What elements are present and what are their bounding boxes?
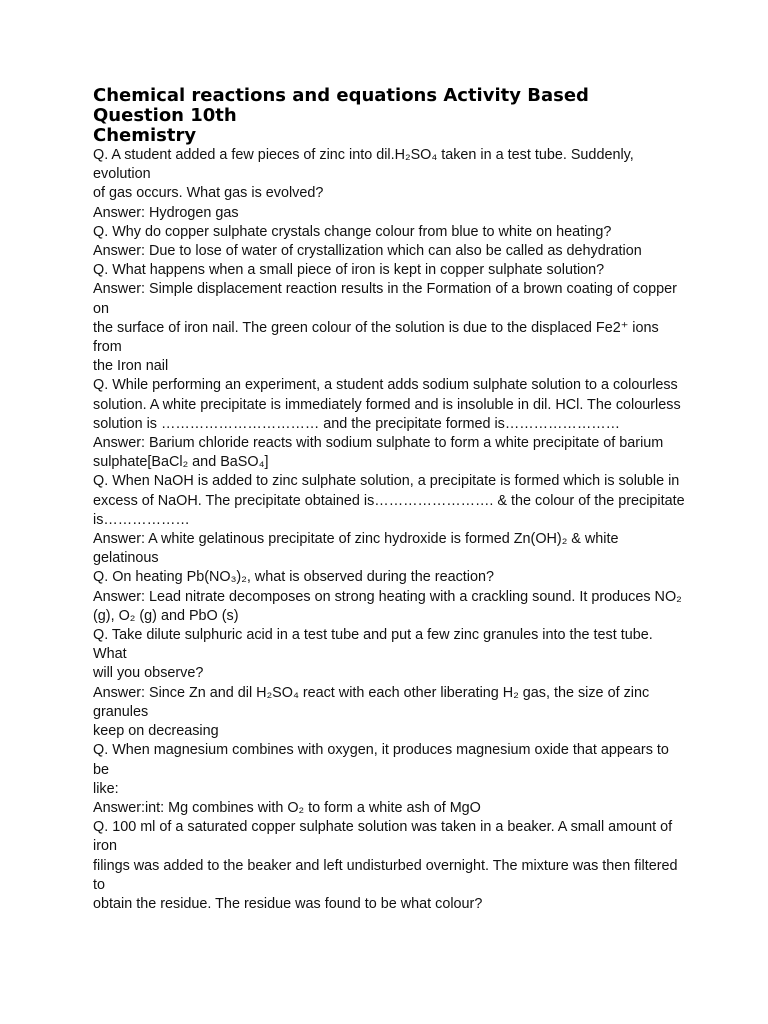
document-title: [93, 86, 683, 146]
answer-line: Answer: Since Zn and dil H₂SO₄ react with each other liberating H₂ gas, the size of zinc: [93, 684, 650, 701]
title-line: Chemical reactions and equations Activity Based: [93, 85, 589, 106]
text-line: to: [93, 876, 106, 893]
text-line: keep on decreasing: [93, 723, 219, 740]
answer-line: Answer: A white gelatinous precipitate of zinc hydroxide is formed Zn(OH)₂ & white: [93, 531, 619, 548]
question-line: Q. Take dilute sulphuric acid in a test tube and put a few zinc granules into the test tube.: [93, 627, 653, 644]
text-line: the surface of iron nail. The green colour of the solution is due to the displaced Fe2⁺ ions: [93, 319, 659, 336]
text-line: like:: [93, 780, 119, 797]
question-line: Q. When magnesium combines with oxygen, it produces magnesium oxide that appears to: [93, 742, 669, 759]
text-line: on: [93, 300, 110, 317]
document-page: [93, 86, 683, 914]
text-line: will you observe?: [93, 665, 204, 682]
text-line: is………………: [93, 511, 190, 528]
text-line: gelatinous: [93, 550, 159, 567]
answer-line: Answer:int: Mg combines with O₂ to form a white ash of MgO: [93, 799, 481, 816]
answer-line: Answer: Hydrogen gas: [93, 204, 239, 221]
question-line: Q. 100 ml of a saturated copper sulphate solution was taken in a beaker. A small amount of: [93, 819, 673, 836]
question-line: Q. While performing an experiment, a student adds sodium sulphate solution to a colourless: [93, 377, 678, 394]
text-line: solution. A white precipitate is immediately formed and is insoluble in dil. HCl. The colourless: [93, 396, 681, 413]
text-line: obtain the residue. The residue was found to be what colour?: [93, 895, 483, 912]
text-line: excess of NaOH. The precipitate obtained is……………………. & the colour of the precipitate: [93, 492, 685, 509]
text-line: be: [93, 761, 110, 778]
answer-line: Answer: Simple displacement reaction results in the Formation of a brown coating of copper: [93, 281, 677, 298]
answer-line: Answer: Barium chloride reacts with sodium sulphate to form a white precipitate of barium: [93, 435, 664, 452]
question-line: Q. On heating Pb(NO₃)₂, what is observed during the reaction?: [93, 569, 494, 586]
text-line: evolution: [93, 166, 151, 183]
text-line: (g), O₂ (g) and PbO (s): [93, 607, 239, 624]
answer-line: Answer: Lead nitrate decomposes on strong heating with a crackling sound. It produces NO₂: [93, 588, 682, 605]
text-line: of gas occurs. What gas is evolved?: [93, 185, 324, 202]
text-line: the Iron nail: [93, 358, 169, 375]
text-line: iron: [93, 838, 117, 855]
question-line: Q. Why do copper sulphate crystals change colour from blue to white on heating?: [93, 223, 612, 240]
question-line: Q. When NaOH is added to zinc sulphate solution, a precipitate is formed which is soluble in: [93, 473, 680, 490]
document-body: [93, 146, 683, 914]
text-line: What: [93, 646, 127, 663]
title-line: Chemistry: [93, 125, 197, 146]
title-line: Question 10th: [93, 105, 237, 126]
question-line: Q. A student added a few pieces of zinc into dil.H₂SO₄ taken in a test tube. Suddenly,: [93, 147, 634, 163]
text-line: granules: [93, 703, 149, 720]
text-line: sulphate[BaCl₂ and BaSO₄]: [93, 454, 269, 471]
answer-line: Answer: Due to lose of water of crystallization which can also be called as dehydration: [93, 243, 642, 260]
text-line: from: [93, 339, 122, 356]
question-line: Q. What happens when a small piece of iron is kept in copper sulphate solution?: [93, 262, 605, 279]
text-line: filings was added to the beaker and left undisturbed overnight. The mixture was then filtered: [93, 857, 678, 874]
text-line: solution is …………………………… and the precipitate formed is……………………: [93, 415, 620, 432]
